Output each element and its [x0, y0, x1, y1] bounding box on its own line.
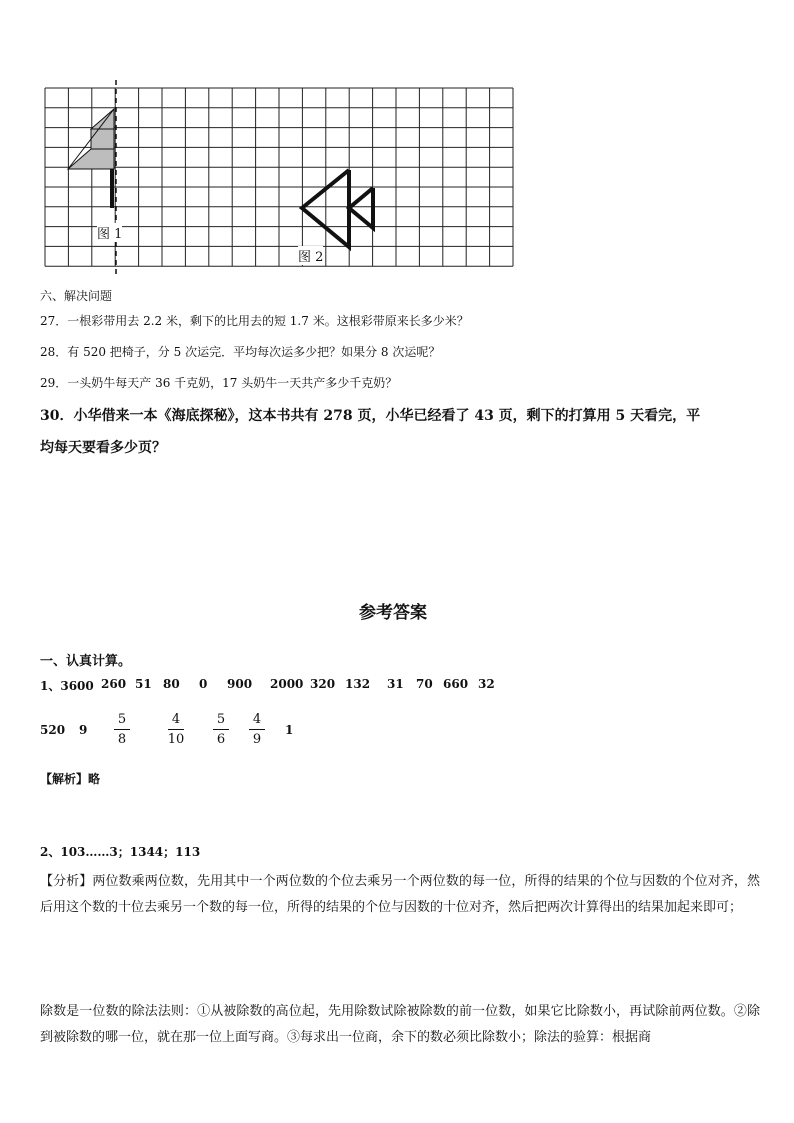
answer2-analysis-paragraph1: 【分析】两位数乘两位数，先用其中一个两位数的个位去乘另一个两位数的每一位，所得的结果的个位与因数的个位对齐，然后用这个数的十位去乘另一个数的每一位，所得的结果的个位与因数的十位对齐，然后把两次计算得出的结果加起来即可； — [40, 874, 760, 915]
answer-value: 80 — [163, 677, 180, 691]
fraction-denominator: 10 — [167, 732, 185, 747]
answer-value: 320 — [310, 677, 336, 691]
analysis-1: 【解析】略 — [40, 772, 101, 786]
answer-2: 2、103……3；1344；113 — [40, 845, 201, 859]
figure1-shaded-middle — [91, 129, 114, 149]
fraction-numerator: 5 — [117, 712, 127, 727]
answer-value: 0 — [199, 677, 208, 691]
fraction — [211, 713, 231, 746]
question-28: 28．有 520 把椅子，分 5 次运完．平均每次运多少把？如果分 8 次运呢？ — [40, 345, 441, 359]
figure1-shaded-top-triangle — [91, 109, 114, 129]
answer-value: 260 — [101, 677, 127, 691]
grid-figure — [0, 0, 794, 290]
answer-value: 1 — [285, 723, 294, 737]
answer-value: 32 — [478, 677, 495, 691]
question-27: 27．一根彩带用去 2.2 米，剩下的比用去的短 1.7 米。这根彩带原来长多少米？ — [40, 314, 469, 328]
answer-value: 900 — [227, 677, 253, 691]
answer-value: 132 — [345, 677, 371, 691]
figure1-label: 图 1 — [97, 223, 122, 242]
question-30-line1: 30．小华借来一本《海底探秘》，这本书共有 278 页，小华已经看了 43 页，剩下的打算用 5 天看完，平 — [40, 408, 701, 424]
answer-value: 520 — [40, 723, 66, 737]
fraction-denominator: 6 — [216, 732, 226, 747]
section6-title: 六、解决问题 — [40, 289, 113, 303]
figure2-small-triangle — [349, 188, 373, 228]
fraction-numerator: 4 — [171, 712, 181, 727]
figure2-label: 图 2 — [298, 246, 323, 265]
fraction-denominator: 9 — [252, 732, 262, 747]
question-29: 29．一头奶牛每天产 36 千克奶，17 头奶牛一天共产多少千克奶？ — [40, 376, 398, 390]
fraction — [247, 713, 267, 746]
answers-title: 参考答案 — [359, 603, 427, 623]
fraction — [166, 713, 186, 746]
answer-value: 660 — [443, 677, 469, 691]
fraction-numerator: 4 — [252, 712, 262, 727]
answer-value: 1、3600 — [40, 679, 94, 693]
answers-section1: 一、认真计算。 — [40, 654, 132, 669]
answer-value: 51 — [135, 677, 152, 691]
figure1-shaded-bottom-triangle — [68, 149, 114, 169]
fraction-numerator: 5 — [216, 712, 226, 727]
answer2-analysis-paragraph2: 除数是一位数的除法法则：①从被除数的高位起，先用除数试除被除数的前一位数，如果它比除数小，再试除前两位数。②除到被除数的哪一位，就在那一位上面写商。③每求出一位商，余下的数必须比除数小；除法的验算：根据商 — [40, 1004, 760, 1045]
answer-value: 2000 — [270, 677, 304, 691]
answer-value: 70 — [416, 677, 433, 691]
question-30-line2: 均每天要看多少页？ — [40, 440, 166, 456]
answer-value: 31 — [387, 677, 404, 691]
answer-value: 9 — [79, 723, 88, 737]
fraction-denominator: 8 — [117, 732, 127, 747]
fraction — [112, 713, 132, 746]
